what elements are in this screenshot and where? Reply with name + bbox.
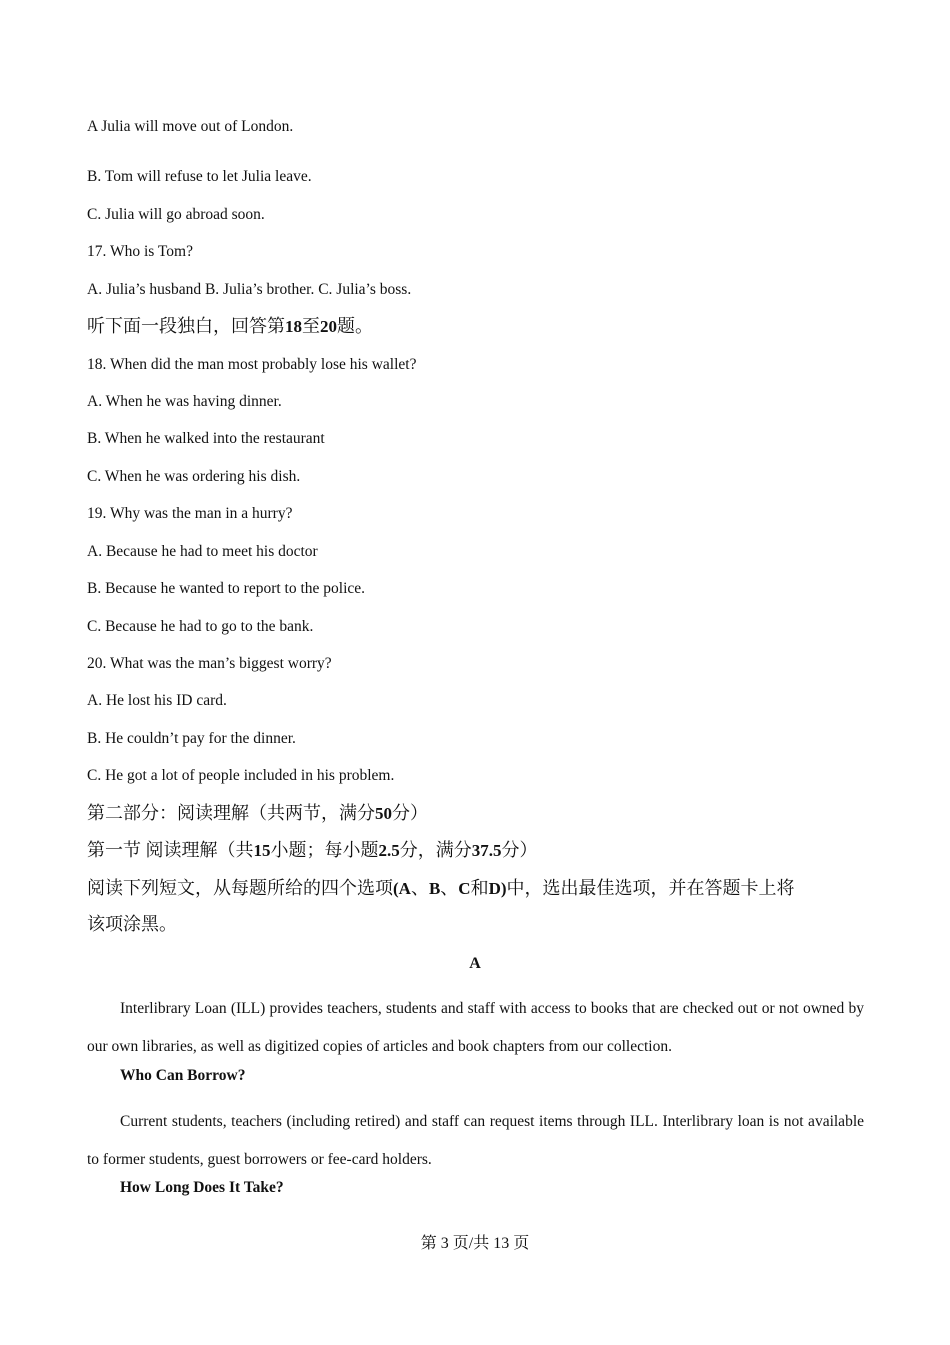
who-can-borrow-text: Current students, teachers (including retired) and staff can request items through ILL. Interlibrary loan is not available to former students, guest borrowers or fee-card holders. (87, 1113, 864, 1168)
reading-instructions: 阅读下列短文，从每题所给的四个选项(A、B、C和D)中，选出最佳选项，并在答题卡上将 (87, 878, 795, 898)
q18-option-a: A. When he was having dinner. (87, 393, 282, 410)
q18-question: 18. When did the man most probably lose his wallet? (87, 356, 417, 373)
q19-question: 19. Why was the man in a hurry? (87, 505, 293, 522)
who-can-borrow-heading: Who Can Borrow? (120, 1067, 246, 1084)
q16-option-a: A Julia will move out of London. (87, 118, 294, 135)
how-long-heading: How Long Does It Take? (120, 1179, 284, 1196)
section1-heading: 第一节 阅读理解（共15小题；每小题2.5分，满分37.5分） (87, 840, 538, 860)
q17-question: 17. Who is Tom? (87, 243, 193, 260)
q19-option-a: A. Because he had to meet his doctor (87, 543, 318, 560)
q18-option-c: C. When he was ordering his dish. (87, 468, 301, 485)
page-footer: 第 3 页/共 13 页 (420, 1235, 530, 1252)
monologue-instruction: 听下面一段独白，回答第18至20题。 (87, 316, 373, 336)
q19-option-b: B. Because he wanted to report to the police. (87, 580, 366, 597)
q20-option-b: B. He couldn’t pay for the dinner. (87, 730, 296, 747)
q20-option-c: C. He got a lot of people included in his problem. (87, 767, 395, 784)
q19-option-c: C. Because he had to go to the bank. (87, 618, 314, 635)
q16-option-c: C. Julia will go abroad soon. (87, 206, 265, 223)
passage-intro: Interlibrary Loan (ILL) provides teachers, students and staff with access to books that are checked out or not owned by our own libraries, as well as digitized copies of articles and book chapters from our collection. (87, 1000, 864, 1055)
part2-heading: 第二部分：阅读理解（共两节，满分50分） (87, 803, 428, 823)
reading-instructions-line2: 该项涂黑。 (87, 914, 177, 934)
q16-option-b: B. Tom will refuse to let Julia leave. (87, 168, 312, 185)
q20-question: 20. What was the man’s biggest worry? (87, 655, 332, 672)
q17-options: A. Julia’s husband B. Julia’s brother. C. Julia’s boss. (87, 281, 412, 298)
passage-heading: A (469, 955, 481, 972)
q20-option-a: A. He lost his ID card. (87, 692, 227, 709)
q18-option-b: B. When he walked into the restaurant (87, 430, 325, 447)
